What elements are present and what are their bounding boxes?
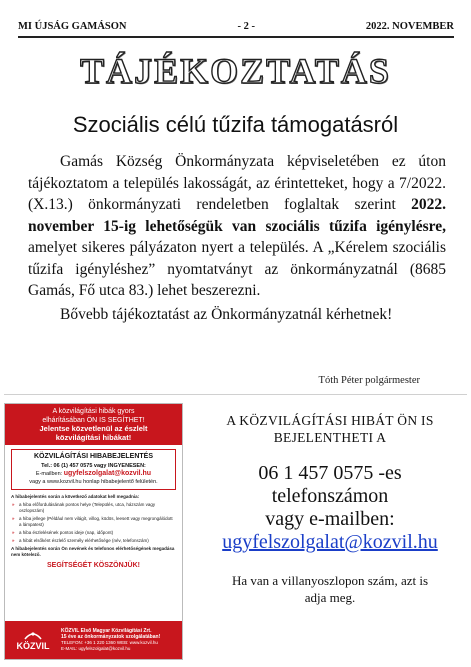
signature: Tóth Péter polgármester <box>318 375 420 386</box>
paragraph-text: Gamás Község Önkormányzata képviseletében ez úton tájékoztatom a település lakosságát, az érintetteket, hogy a 7/2022. (X.13.) önkormányzati rendeletben foglaltak szerint <box>28 153 446 213</box>
list-item: » a hiba észlelésének pontos ideje (nap, időpont) <box>11 530 176 536</box>
report-phone-label: telefonszámon <box>271 485 389 507</box>
list-item: » a hiba előfordulásának pontos helye (Település, utca, házszám vagy oszlopszám) <box>11 502 176 514</box>
poster-banner-line: elhárításában ÖN IS SEGÍTHET! <box>42 416 145 424</box>
report-note: Ha van a villanyoszlopon szám, azt is <box>231 573 429 588</box>
poster-banner-line: A közvilágítási hibák gyors <box>52 408 135 415</box>
poster-banner-line: közvilágítási hibákat! <box>55 432 132 442</box>
newsletter-name: MI ÚJSÁG GAMÁSON <box>18 20 127 32</box>
poster-email-label: E-mailben: <box>35 471 63 477</box>
footer-email: E-MAIL: ugyfelszolgalat@kozvil.hu <box>61 646 131 651</box>
poster-email: ugyfelszolgalat@kozvil.hu <box>63 470 152 477</box>
article-paragraph-1 <box>28 151 446 302</box>
article-paragraph-2: Bővebb tájékoztatást az Önkormányzatnál kérhetnek! <box>60 305 393 323</box>
poster-banner-line: Jelentse közvetlenül az észlelt <box>39 424 148 433</box>
page-number: - 2 - <box>237 20 255 32</box>
page-title: TÁJÉKOZTATÁS <box>80 51 391 91</box>
list-item: » a hiba jellege (Például nem világít, villog, ködös, leesett vagy megrongálódott a lámpatest) <box>11 516 176 528</box>
kozvil-logo <box>9 625 57 655</box>
poster-box-title: KÖZVILÁGÍTÁSI HIBABEJELENTÉS <box>33 453 153 460</box>
poster-note: A hibabejelentés során Ön nevének és telefonos elérhetőségének megadása nem kötelező. <box>11 546 175 557</box>
poster-requirements <box>11 494 176 558</box>
article-subtitle: Szociális célú tűzifa támogatásról <box>72 112 399 137</box>
article-body <box>28 151 446 325</box>
report-heading-line: A KÖZVILÁGÍTÁSI HIBÁT ÖN IS <box>226 413 434 428</box>
report-info <box>190 412 470 606</box>
kozvil-poster <box>4 403 183 660</box>
poster-footer-text <box>57 628 160 652</box>
report-note: adja meg. <box>304 590 356 605</box>
poster-thanks: SEGÍTSÉGÉT KÖSZÖNJÜK! <box>47 562 140 569</box>
report-phone: 06 1 457 0575 -es <box>258 462 402 484</box>
logo-text: KÖZVIL <box>16 641 50 651</box>
footer-contact: TELEFON: +36 1 220 1360 WEB: www.kozvil.hu <box>61 640 158 645</box>
footer-company: KÖZVIL Első Magyar Közvilágítási Zrt. <box>61 628 152 634</box>
report-heading-line: BEJELENTHETI A <box>273 430 387 445</box>
report-email-label: vagy e-mailben: <box>265 508 395 530</box>
poster-phone: Tel.: 06 (1) 457 0575 vagy INGYENESEN: <box>41 462 146 469</box>
list-item: » a hibát elsőként észlelő személy elérhetősége (név, telefonszám) <box>11 538 176 544</box>
poster-email-line <box>16 470 171 479</box>
newsletter-header <box>18 18 454 38</box>
poster-footer <box>5 621 182 659</box>
paragraph-text: amelyet sikeres pályázaton nyert a település. A „Kérelem szociális tűzifa igényléshez” nyomtatványt az önkormányzatnál (8685 Gamás, Fő utca 83.) lehet beszerezni. <box>28 239 446 299</box>
poster-web: vagy a www.kozvil.hu honlap hibabejelentő felületén. <box>29 478 158 485</box>
deadline-emphasis: 2022. november 15-ig lehetőségük van szociális tűzifa igénylésre, <box>28 196 446 235</box>
footer-slogan: 15 éve az önkormányzatok szolgálatában! <box>61 634 161 640</box>
poster-banner <box>5 404 182 445</box>
issue-date: 2022. NOVEMBER <box>365 20 454 32</box>
report-email-link[interactable]: ugyfelszolgalat@kozvil.hu <box>222 531 438 553</box>
poster-contact-box <box>11 449 176 490</box>
section-divider <box>4 394 467 395</box>
poster-list-heading: A hibabejelentés során a következő adatokat kell megadnia: <box>11 494 140 499</box>
lamp-icon <box>23 629 43 641</box>
